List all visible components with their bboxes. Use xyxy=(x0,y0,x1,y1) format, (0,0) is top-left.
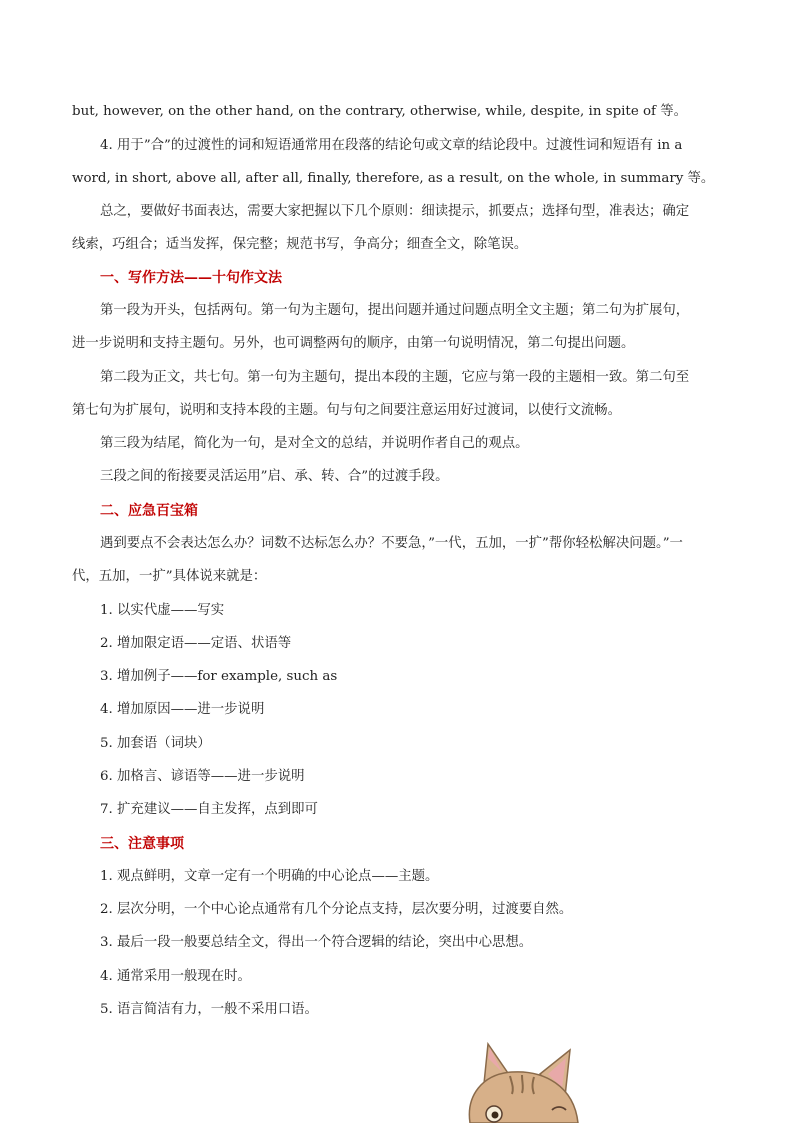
section1-p3: 第三段为结尾，简化为一句，是对全文的总结，并说明作者自己的观点。 xyxy=(100,436,529,451)
section1-p4: 三段之间的衔接要灵活运用”启、承、转、合”的过渡手段。 xyxy=(100,469,449,484)
list-item: 3. 最后一段一般要总结全文，得出一个符合逻辑的结论，突出中心思想。 xyxy=(100,935,533,950)
cat-icon xyxy=(452,1036,602,1123)
summary-line2: 线索，巧组合；适当发挥，保完整；规范书写，争高分；细查全文，除笔误。 xyxy=(72,237,528,252)
list-item: 2. 增加限定语——定语、状语等 xyxy=(100,636,292,651)
section2-intro-line1: 遇到要点不会表达怎么办？词数不达标怎么办？不要急，”一代，五加，一扩”帮你轻松解决问题。”一 xyxy=(100,536,683,551)
cat-illustration xyxy=(452,1036,602,1123)
list-item: 4. 增加原因——进一步说明 xyxy=(100,702,265,717)
summary-line1: 总之，要做好书面表达，需要大家把握以下几个原则：细读提示，抓要点；选择句型，准表达；确定 xyxy=(100,204,690,219)
list-item: 4. 通常采用一般现在时。 xyxy=(100,969,251,984)
section1-p2-line2: 第七句为扩展句，说明和支持本段的主题。句与句之间要注意运用好过渡词，以使行文流畅。 xyxy=(72,403,622,418)
list-item: 5. 语言简洁有力，一般不采用口语。 xyxy=(100,1002,318,1017)
section1-p2-line1: 第二段为正文，共七句。第一句为主题句，提出本段的主题，它应与第一段的主题相一致。第二句至 xyxy=(100,370,690,385)
list-item: 1. 观点鲜明，文章一定有一个明确的中心论点——主题。 xyxy=(100,869,439,884)
section2-intro-line2: 代，五加，一扩”具体说来就是： xyxy=(72,569,267,584)
transition-contrast-text: but, however, on the other hand, on the contrary, otherwise, while, despite, in spite of 等。 xyxy=(72,104,688,119)
section1-heading: 一、写作方法——十句作文法 xyxy=(100,270,282,286)
point4-line1: 4. 用于”合”的过渡性的词和短语通常用在段落的结论句或文章的结论段中。过渡性词和短语有 in a xyxy=(100,138,683,153)
list-item: 3. 增加例子——for example, such as xyxy=(100,669,338,684)
list-item: 2. 层次分明，一个中心论点通常有几个分论点支持，层次要分明，过渡要自然。 xyxy=(100,902,573,917)
list-item: 7. 扩充建议——自主发挥，点到即可 xyxy=(100,802,318,817)
point4-line2: word, in short, above all, after all, finally, therefore, as a result, on the whole, in summary 等。 xyxy=(72,171,715,186)
list-item: 6. 加格言、谚语等——进一步说明 xyxy=(100,769,305,784)
section1-p1-line2: 进一步说明和支持主题句。另外，也可调整两句的顺序，由第一句说明情况，第二句提出问题。 xyxy=(72,336,635,351)
list-item: 1. 以实代虚——写实 xyxy=(100,603,225,618)
section2-heading: 二、应急百宝箱 xyxy=(100,503,198,519)
list-item: 5. 加套语（词块） xyxy=(100,736,211,751)
section3-heading: 三、注意事项 xyxy=(100,836,184,852)
section1-p1-line1: 第一段为开头，包括两句。第一句为主题句，提出问题并通过问题点明全文主题；第二句为扩展句， xyxy=(100,303,690,318)
